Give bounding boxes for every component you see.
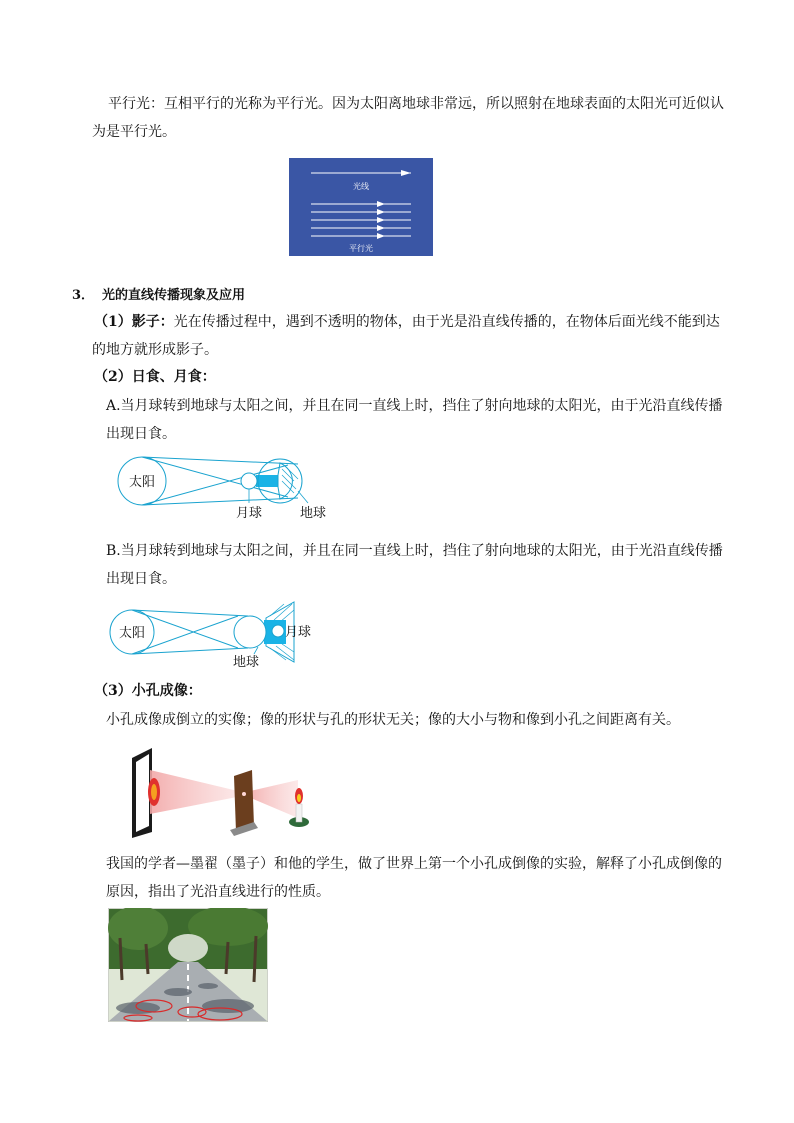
candle bbox=[296, 804, 302, 822]
penumbra-region bbox=[278, 463, 292, 499]
sky-gap bbox=[168, 934, 208, 962]
umbra-shadow bbox=[256, 475, 278, 487]
eclipse-label: （2）日食、月食： bbox=[94, 369, 216, 385]
parallel-light-line-2: 为是平行光。 bbox=[92, 124, 176, 140]
moon-label: 月球 bbox=[235, 506, 263, 521]
pinhole-camera-illustration bbox=[126, 748, 336, 840]
pinhole-label: （3）小孔成像： bbox=[94, 683, 202, 699]
earth-pointer bbox=[254, 647, 258, 654]
screen-surface bbox=[136, 754, 149, 832]
earth-label: 地球 bbox=[299, 506, 327, 521]
section-title: 光的直线传播现象及应用 bbox=[102, 288, 246, 303]
tree-shade-road-photo bbox=[108, 908, 268, 1022]
moon-circle bbox=[272, 625, 284, 637]
light-beam-right bbox=[246, 780, 298, 818]
earth-label: 地球 bbox=[232, 655, 260, 670]
eclipse-diagram-b bbox=[108, 600, 338, 672]
solar-eclipse-diagram-a bbox=[108, 455, 338, 523]
earth-circle bbox=[234, 616, 266, 648]
pinhole bbox=[242, 792, 246, 796]
shadow-line-2: 的地方就形成影子。 bbox=[92, 342, 218, 358]
shadow-line-1 bbox=[94, 308, 720, 336]
pinhole-board bbox=[234, 770, 254, 832]
label-light-ray: 光线 bbox=[353, 182, 369, 191]
eclipse-b-line-1: B.当月球转到地球与太阳之间，并且在同一直线上时，挡住了射向地球的太阳光，由于光沿直线传播 bbox=[106, 543, 723, 559]
parallel-light-line-1: 平行光：互相平行的光称为平行光。因为太阳离地球非常远，所以照射在地球表面的太阳光可近似认 bbox=[108, 96, 724, 112]
shadow-text: 光在传播过程中，遇到不透明的物体，由于光是沿直线传播的，在物体后面光线不能到达 bbox=[173, 314, 720, 330]
pinhole-text: 小孔成像成倒立的实像；像的形状与孔的形状无关；像的大小与物和像到小孔之间距离有关。 bbox=[106, 712, 680, 728]
light-beam-left bbox=[150, 770, 242, 814]
eclipse-a-line-2: 出现日食。 bbox=[106, 426, 176, 442]
parallel-light-figure bbox=[289, 158, 433, 256]
section-number: 3． bbox=[72, 288, 95, 303]
eclipse-b-line-2: 出现日食。 bbox=[106, 571, 176, 587]
shadow-label: （1）影子： bbox=[94, 314, 174, 330]
sun-label: 太阳 bbox=[118, 626, 146, 641]
moon-circle bbox=[241, 473, 257, 489]
eclipse-a-line-1: A.当月球转到地球与太阳之间，并且在同一直线上时，挡住了射向地球的太阳光，由于光沿直线传播 bbox=[106, 398, 723, 414]
history-line-1: 我国的学者—墨翟（墨子）和他的学生，做了世界上第一个小孔成倒像的实验，解释了小孔成倒像的 bbox=[106, 856, 722, 872]
history-line-2: 原因，指出了光沿直线进行的性质。 bbox=[106, 884, 330, 900]
hatch-lines bbox=[282, 465, 298, 493]
earth-pointer bbox=[298, 491, 308, 503]
moon-label: 月球 bbox=[284, 625, 312, 640]
sun-label: 太阳 bbox=[128, 475, 156, 490]
label-parallel-light: 平行光 bbox=[349, 244, 373, 253]
